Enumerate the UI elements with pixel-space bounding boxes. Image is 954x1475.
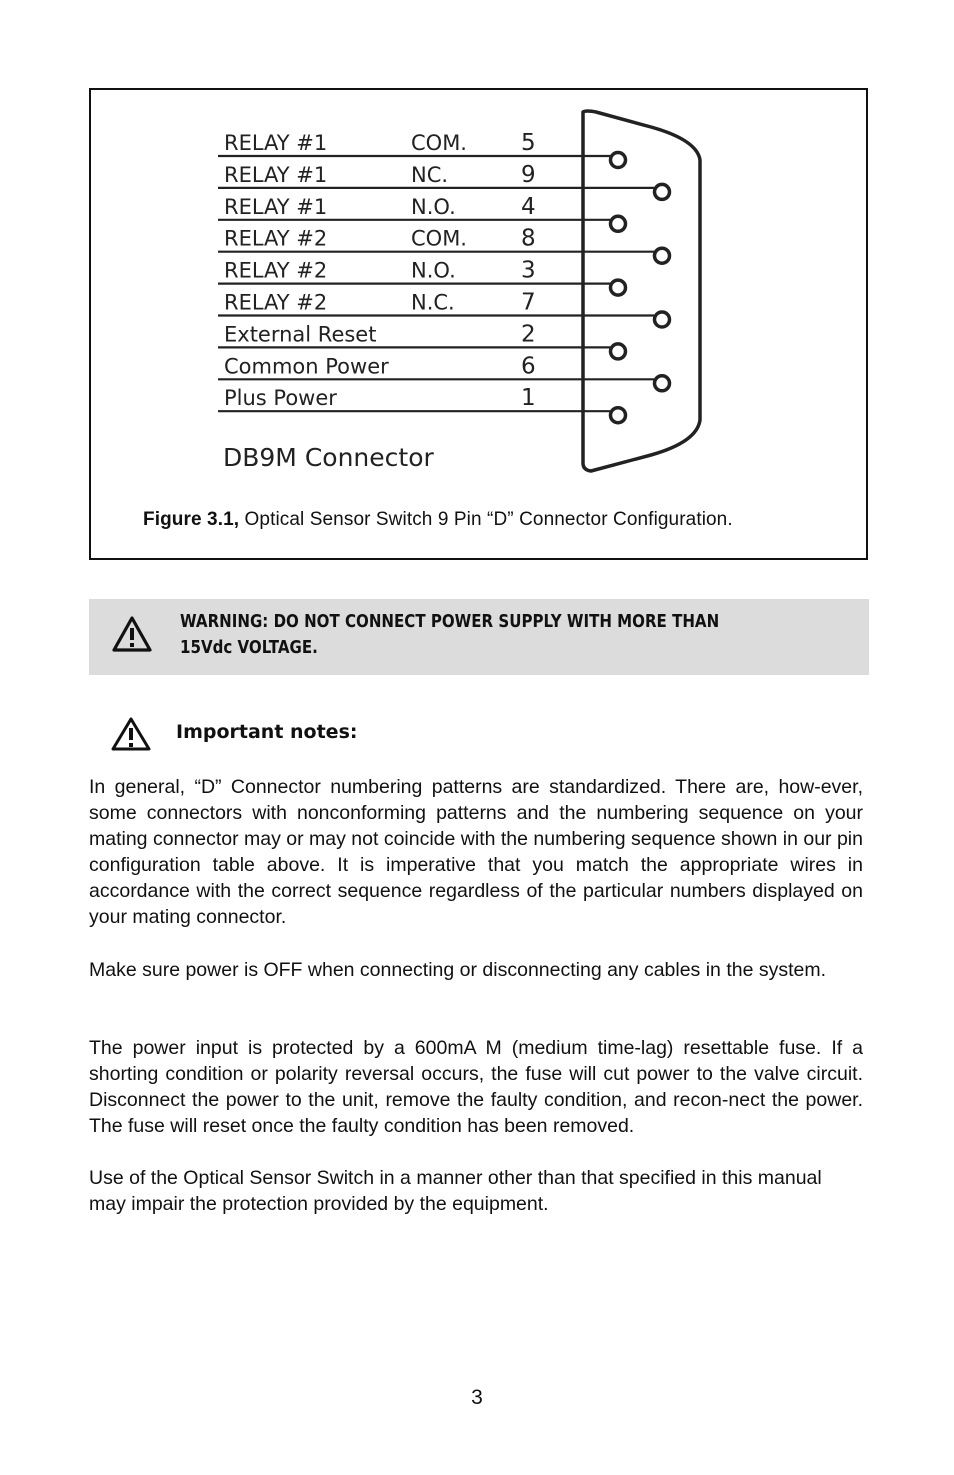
pin-row — [218, 162, 654, 188]
pin-number: 2 — [521, 321, 536, 348]
pin-row — [218, 353, 654, 379]
pin-contact — [611, 280, 626, 295]
pin-label: Common Power — [224, 354, 389, 379]
warning-triangle-icon — [110, 716, 152, 752]
pin-row — [218, 385, 610, 411]
notes-paragraph: Make sure power is OFF when connecting or disconnecting any cables in the system. — [89, 959, 827, 981]
pin-function: N.O. — [411, 194, 456, 219]
warning-triangle-icon — [111, 615, 153, 653]
pin-row — [218, 130, 610, 156]
pin-number: 9 — [521, 161, 536, 188]
pin-function: N.O. — [411, 258, 456, 283]
pin-label: RELAY #1 — [224, 194, 328, 219]
pin-label: External Reset — [224, 322, 377, 347]
pin-label: RELAY #2 — [224, 258, 328, 283]
pin-number: 6 — [521, 353, 536, 380]
pin-contact — [611, 408, 626, 423]
warning-line-2: 15Vdc VOLTAGE. — [180, 638, 318, 658]
pin-function: N.C. — [411, 290, 455, 315]
pin-number: 8 — [521, 225, 536, 252]
pin-row — [218, 226, 654, 252]
pin-row — [218, 258, 610, 284]
pin-contact — [655, 184, 670, 199]
warning-text — [180, 609, 730, 661]
pin-label: RELAY #2 — [224, 290, 328, 315]
connector-shell-outline — [583, 111, 700, 471]
pin-contact — [611, 344, 626, 359]
pin-function: COM. — [411, 131, 467, 155]
pin-function: NC. — [411, 162, 449, 187]
pin-contact — [611, 216, 626, 231]
notes-paragraph: In general, “D” Connector numbering patterns are standardized. There are, how-ever, some connectors with nonconforming patterns and the numbering sequence on your mating connector may or may not coincide with the numbering sequence shown in our pin configuration table above. It is imperative that you match the appropriate wires in accordance with the correct sequence regardless of the particular numbers displayed on your mating connector. — [89, 776, 863, 928]
pin-label: RELAY #2 — [224, 226, 328, 251]
pin-number: 5 — [521, 130, 536, 156]
db9-connector-diagram — [91, 90, 866, 490]
pin-label: RELAY #1 — [224, 131, 328, 155]
figure-box — [89, 88, 868, 560]
pin-row — [218, 194, 610, 220]
pin-number: 3 — [521, 257, 536, 284]
page-number: 3 — [471, 1386, 483, 1409]
pin-function: COM. — [411, 226, 467, 251]
connector-title: DB9M Connector — [223, 443, 434, 472]
warning-line-1: WARNING: DO NOT CONNECT POWER SUPPLY WITH MORE THAN — [180, 612, 720, 632]
pin-contact — [611, 153, 626, 168]
notes-paragraph: Use of the Optical Sensor Switch in a manner other than that specified in this manual may impair the protection provided by the equipment. — [89, 1167, 822, 1215]
figure-caption-number: Figure 3.1, — [143, 509, 240, 530]
warning-box — [89, 599, 869, 675]
pin-contact — [655, 376, 670, 391]
pin-label: Plus Power — [224, 386, 337, 411]
pin-number: 1 — [521, 385, 536, 412]
pin-row — [218, 290, 654, 316]
figure-caption-text: Optical Sensor Switch 9 Pin “D” Connector Configuration. — [239, 509, 733, 530]
important-notes-title: Important notes: — [176, 721, 358, 743]
pin-contact — [655, 248, 670, 263]
pin-label: RELAY #1 — [224, 162, 328, 187]
pin-contact — [655, 312, 670, 327]
figure-caption — [143, 509, 823, 531]
pin-number: 4 — [521, 193, 536, 220]
pin-number: 7 — [521, 289, 536, 316]
notes-paragraph: The power input is protected by a 600mA M (medium time-lag) resettable fuse. If a shorting condition or polarity reversal occurs, the fuse will cut power to the valve circuit. Disconnect the power to the unit, remove the faulty condition, and recon-nect the power. The fuse will reset once the faulty condition has been removed. — [89, 1037, 863, 1137]
pin-row — [218, 321, 610, 347]
